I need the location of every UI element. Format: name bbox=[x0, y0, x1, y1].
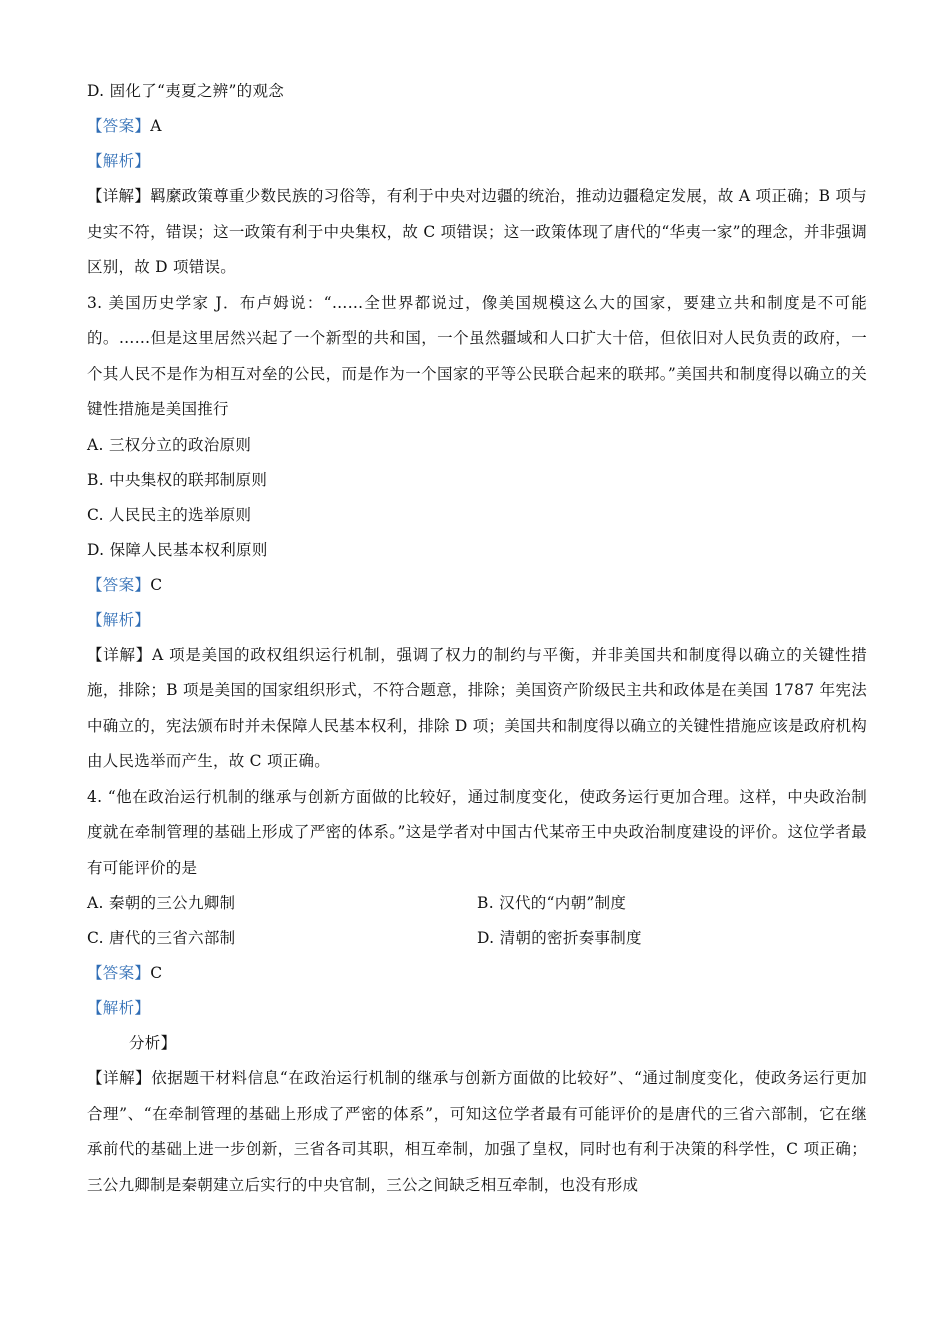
detail-text: A 项是美国的政权组织运行机制，强调了权力的制约与平衡，并非美国共和制度得以确立的关键性措施，排除；B 项是美国的国家组织形式，不符合题意，排除；美国资产阶级民主共和政体是在美国 1787 年宪法中确立的，宪法颁布时并未保障人民基本权利，排除 D 项；美国共和制度得以确立的关键性措施应该是政府机构由人民选举而产生，故 C 项正确。 bbox=[87, 645, 867, 770]
detail-text: 依据题干材料信息“在政治运行机制的继承与创新方面做的比较好”、“通过制度变化，使政务运行更加合理”、“在牵制管理的基础上形成了严密的体系”，可知这位学者最有可能评价的是唐代的三省六部制，它在继承前代的基础上进一步创新，三省各司其职，相互牵制，加强了皇权，同时也有利于决策的科学性，C 项正确；三公九卿制是秦朝建立后实行的中央官制，三公之间缺乏相互牵制，也没有形成 bbox=[87, 1069, 867, 1194]
q3-option-a: A. 三权分立的政治原则 bbox=[87, 435, 252, 454]
q4-options-row-1 bbox=[87, 886, 867, 921]
answer-tag: 【答案】 bbox=[87, 117, 151, 135]
q4-option-b: B. 汉代的“内朝”制度 bbox=[477, 894, 627, 912]
q2-detail bbox=[87, 179, 867, 286]
q2-option-d: D. 固化了“夷夏之辨”的观念 bbox=[87, 82, 285, 100]
answer-tag: 【答案】 bbox=[87, 964, 151, 982]
detail-text: 羁縻政策尊重少数民族的习俗等，有利于中央对边疆的统治，推动边疆稳定发展，故 A 项正确；B 项与史实不符，错误；这一政策有利于中央集权，故 C 项错误；这一政策体现了唐代的“华夷一家”的理念，并非强调区别，故 D 项错误。 bbox=[87, 187, 867, 276]
q4-analysis-tag: 【解析】 bbox=[87, 999, 151, 1017]
q3-option-d: D. 保障人民基本权利原则 bbox=[87, 540, 268, 559]
detail-tag: 【详解】 bbox=[87, 1069, 152, 1087]
document-page bbox=[87, 74, 867, 1203]
answer-value: A bbox=[150, 117, 162, 135]
q3-stem: 3. 美国历史学家 J．布卢姆说：“……全世界都说过，像美国规模这么大的国家，要建立共和制度是不可能的。……但是这里居然兴起了一个新型的共和国，一个虽然疆域和人口扩大十倍，但依旧对人民负责的政府，一个其人民不是作为相互对垒的公民，而是作为一个国家的平等公民联合起来的联邦。”美国共和制度得以确立的关键性措施是美国推行 bbox=[87, 293, 867, 418]
q2-answer bbox=[87, 109, 867, 144]
q3-option-c: C. 人民民主的选举原则 bbox=[87, 505, 252, 524]
q3-answer bbox=[87, 568, 867, 603]
q4-option-d: D. 清朝的密折奏事制度 bbox=[477, 929, 642, 947]
q4-option-a: A. 秦朝的三公九卿制 bbox=[87, 894, 236, 912]
q4-options-row-2 bbox=[87, 921, 867, 956]
detail-tag: 【详解】 bbox=[87, 187, 151, 205]
q4-detail bbox=[87, 1061, 867, 1203]
q3-option-b: B. 中央集权的联邦制原则 bbox=[87, 470, 268, 489]
detail-tag: 【详解】 bbox=[87, 645, 152, 664]
q4-analysis-fragment: 分析】 bbox=[129, 1034, 177, 1052]
answer-value: C bbox=[150, 964, 163, 982]
answer-tag: 【答案】 bbox=[87, 575, 151, 594]
q2-analysis-tag: 【解析】 bbox=[87, 152, 151, 170]
q4-answer bbox=[87, 956, 867, 991]
q4-stem: 4. “他在政治运行机制的继承与创新方面做的比较好，通过制度变化，使政务运行更加合理。这样，中央政治制度就在牵制管理的基础上形成了严密的体系。”这是学者对中国古代某帝王中央政治制度建设的评价。这位学者最有可能评价的是 bbox=[87, 787, 867, 877]
answer-value: C bbox=[150, 575, 163, 594]
q3-analysis-tag: 【解析】 bbox=[87, 610, 151, 629]
q4-option-c: C. 唐代的三省六部制 bbox=[87, 929, 236, 947]
q3-detail bbox=[87, 638, 867, 780]
